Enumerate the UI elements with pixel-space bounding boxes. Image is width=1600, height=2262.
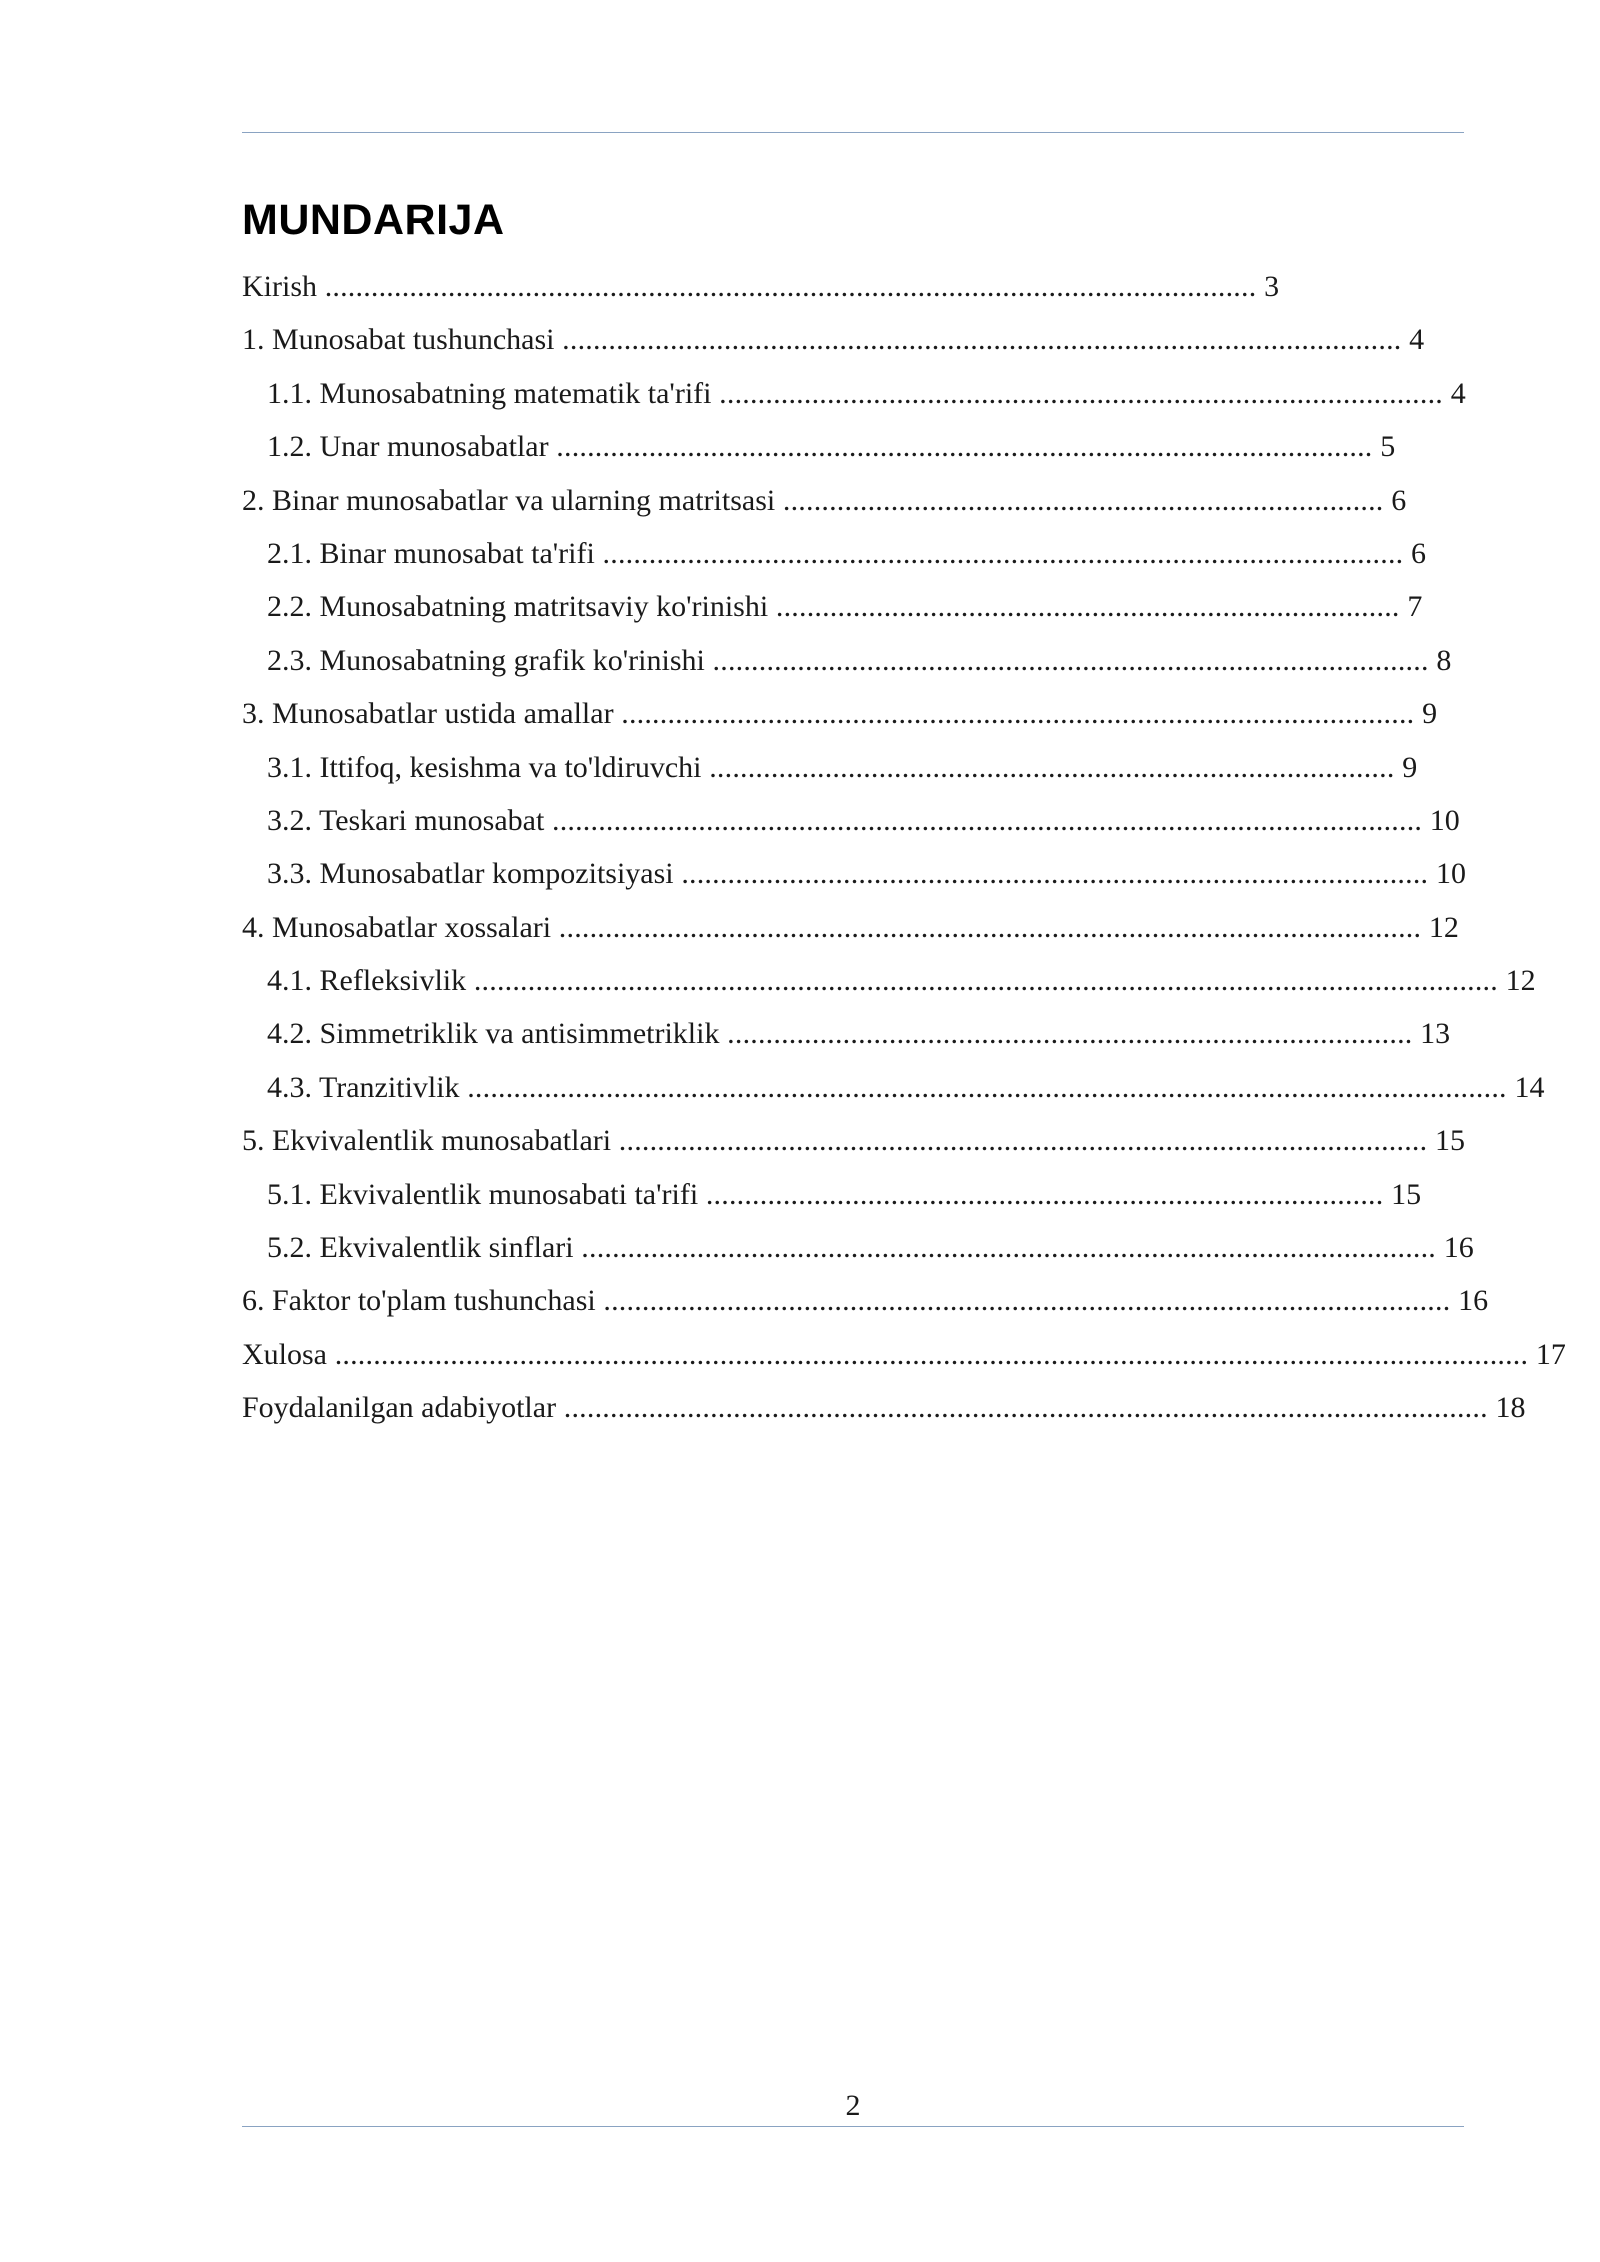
toc-entry-page: 7 bbox=[1407, 590, 1423, 624]
toc-entry-page: 3 bbox=[1264, 270, 1280, 303]
toc-leader-dots: ................................................................................................................ bbox=[551, 910, 1429, 944]
toc-entry[interactable] bbox=[242, 580, 1566, 633]
toc-entry-page: 15 bbox=[1435, 1124, 1465, 1158]
toc-entry[interactable] bbox=[242, 1114, 1566, 1167]
toc-entry-page: 4 bbox=[1409, 323, 1425, 357]
toc-leader-dots: ........................................................................................................ bbox=[594, 536, 1412, 570]
toc-leader-dots: ............................................................................................................... bbox=[573, 1231, 1444, 1265]
toc-leader-dots: ......................................................................................................................... bbox=[317, 270, 1265, 303]
toc-entry-page: 6 bbox=[1391, 483, 1407, 517]
toc-entry[interactable] bbox=[242, 260, 1566, 313]
toc-entry-label: 5.2. Ekvivalentlik sinflari bbox=[267, 1231, 574, 1265]
toc-entry-page: 12 bbox=[1505, 964, 1536, 998]
toc-entry[interactable] bbox=[242, 741, 1566, 794]
toc-entry-page: 14 bbox=[1514, 1070, 1545, 1104]
toc-entry[interactable] bbox=[242, 847, 1566, 900]
toc-entry-page: 10 bbox=[1435, 857, 1466, 891]
toc-leader-dots: .............................................................................................. bbox=[711, 376, 1451, 410]
toc-entry-page: 13 bbox=[1420, 1017, 1451, 1051]
toc-entry-page: 16 bbox=[1443, 1231, 1474, 1265]
toc-entry-label: 4.2. Simmetriklik va antisimmetriklik bbox=[267, 1017, 720, 1051]
toc-entry-label: 3.3. Munosabatlar kompozitsiyasi bbox=[267, 857, 674, 891]
toc-entry[interactable] bbox=[242, 1168, 1566, 1221]
toc-entry-label: Xulosa bbox=[242, 1337, 327, 1371]
toc-entry-page: 16 bbox=[1458, 1284, 1489, 1318]
toc-entry-page: 8 bbox=[1436, 643, 1452, 677]
toc-entry-label: 1. Munosabat tushunchasi bbox=[242, 323, 555, 357]
toc-entry-label: 5. Ekvivalentlik munosabatlari bbox=[242, 1124, 612, 1158]
toc-leader-dots: ............................................................................................................. bbox=[554, 323, 1410, 357]
toc-title: MUNDARIJA bbox=[242, 196, 505, 244]
toc-entry[interactable] bbox=[242, 1061, 1566, 1114]
toc-leader-dots: ........................................................................................................................................................... bbox=[327, 1337, 1536, 1371]
toc-entry-label: 2. Binar munosabatlar va ularning matritsasi bbox=[242, 483, 776, 517]
toc-leader-dots: ......................................................................................... bbox=[719, 1017, 1421, 1051]
toc-entry[interactable] bbox=[242, 1221, 1566, 1274]
toc-entry[interactable] bbox=[242, 474, 1566, 527]
toc-entry[interactable] bbox=[242, 1328, 1566, 1381]
toc-entry-page: 6 bbox=[1411, 536, 1427, 570]
toc-entry-label: 5.1. Ekvivalentlik munosabati ta'rifi bbox=[267, 1177, 699, 1211]
toc-entry[interactable] bbox=[242, 794, 1566, 847]
toc-entry-page: 9 bbox=[1422, 697, 1438, 731]
table-of-contents bbox=[242, 260, 1566, 1435]
toc-entry-label: 4.3. Tranzitivlik bbox=[267, 1070, 460, 1104]
toc-entry-label: 4. Munosabatlar xossalari bbox=[242, 910, 552, 944]
toc-leader-dots: ........................................................................................................................ bbox=[556, 1391, 1496, 1425]
toc-entry[interactable] bbox=[242, 1007, 1566, 1060]
toc-entry-label: Foydalanilgan adabiyotlar bbox=[242, 1391, 557, 1425]
toc-leader-dots: ......................................................................................... bbox=[701, 750, 1403, 784]
toc-entry-page: 9 bbox=[1402, 750, 1418, 784]
toc-leader-dots: ........................................................................................ bbox=[698, 1177, 1392, 1211]
toc-entry[interactable] bbox=[242, 901, 1566, 954]
toc-entry[interactable] bbox=[242, 1381, 1566, 1434]
toc-entry-page: 18 bbox=[1495, 1391, 1526, 1425]
toc-entry-label: 1.1. Munosabatning matematik ta'rifi bbox=[267, 376, 712, 410]
toc-leader-dots: ................................................................................. bbox=[768, 590, 1408, 624]
toc-entry-label: 1.2. Unar munosabatlar bbox=[267, 430, 549, 464]
toc-entry-page: 12 bbox=[1428, 910, 1459, 944]
toc-entry-label: 3. Munosabatlar ustida amallar bbox=[242, 697, 614, 731]
toc-entry-label: 3.1. Ittifoq, kesishma va to'ldiruvchi bbox=[267, 750, 702, 784]
toc-leader-dots: .............................................................................................................. bbox=[595, 1284, 1459, 1318]
toc-entry-page: 5 bbox=[1380, 430, 1396, 464]
toc-entry-page: 10 bbox=[1429, 803, 1460, 837]
toc-entry[interactable] bbox=[242, 954, 1566, 1007]
toc-entry-page: 17 bbox=[1535, 1337, 1566, 1371]
toc-entry-label: 4.1. Refleksivlik bbox=[267, 964, 467, 998]
toc-entry-label: 3.2. Teskari munosabat bbox=[267, 803, 545, 837]
toc-entry[interactable] bbox=[242, 634, 1566, 687]
toc-leader-dots: .......................................................................................................... bbox=[548, 430, 1381, 464]
header-rule bbox=[242, 132, 1464, 133]
toc-entry-label: 6. Faktor to'plam tushunchasi bbox=[242, 1284, 596, 1318]
page-number: 2 bbox=[845, 2089, 861, 2122]
toc-leader-dots: ..................................................................................................................................... bbox=[466, 964, 1506, 998]
toc-entry-page: 4 bbox=[1450, 376, 1466, 410]
toc-leader-dots: ................................................................................................................. bbox=[544, 803, 1430, 837]
toc-entry[interactable] bbox=[242, 367, 1566, 420]
toc-leader-dots: ................................................................................................. bbox=[673, 857, 1436, 891]
toc-leader-dots: ....................................................................................................................................... bbox=[459, 1070, 1515, 1104]
toc-entry[interactable] bbox=[242, 527, 1566, 580]
toc-entry[interactable] bbox=[242, 1274, 1566, 1327]
toc-leader-dots: ....................................................................................................... bbox=[613, 697, 1423, 731]
toc-leader-dots: .............................................................................. bbox=[775, 483, 1392, 517]
toc-entry-page: 15 bbox=[1391, 1177, 1422, 1211]
toc-entry[interactable] bbox=[242, 687, 1566, 740]
toc-entry[interactable] bbox=[242, 420, 1566, 473]
toc-entry-label: 2.1. Binar munosabat ta'rifi bbox=[267, 536, 595, 570]
toc-entry-label: 2.2. Munosabatning matritsaviy ko'rinishi bbox=[267, 590, 769, 624]
toc-leader-dots: ............................................................................................. bbox=[704, 643, 1437, 677]
toc-leader-dots: ......................................................................................................... bbox=[611, 1124, 1435, 1158]
toc-entry-label: 2.3. Munosabatning grafik ko'rinishi bbox=[267, 643, 705, 677]
footer-rule bbox=[242, 2126, 1464, 2127]
toc-entry[interactable] bbox=[242, 313, 1566, 366]
toc-entry-label: Kirish bbox=[242, 270, 317, 303]
